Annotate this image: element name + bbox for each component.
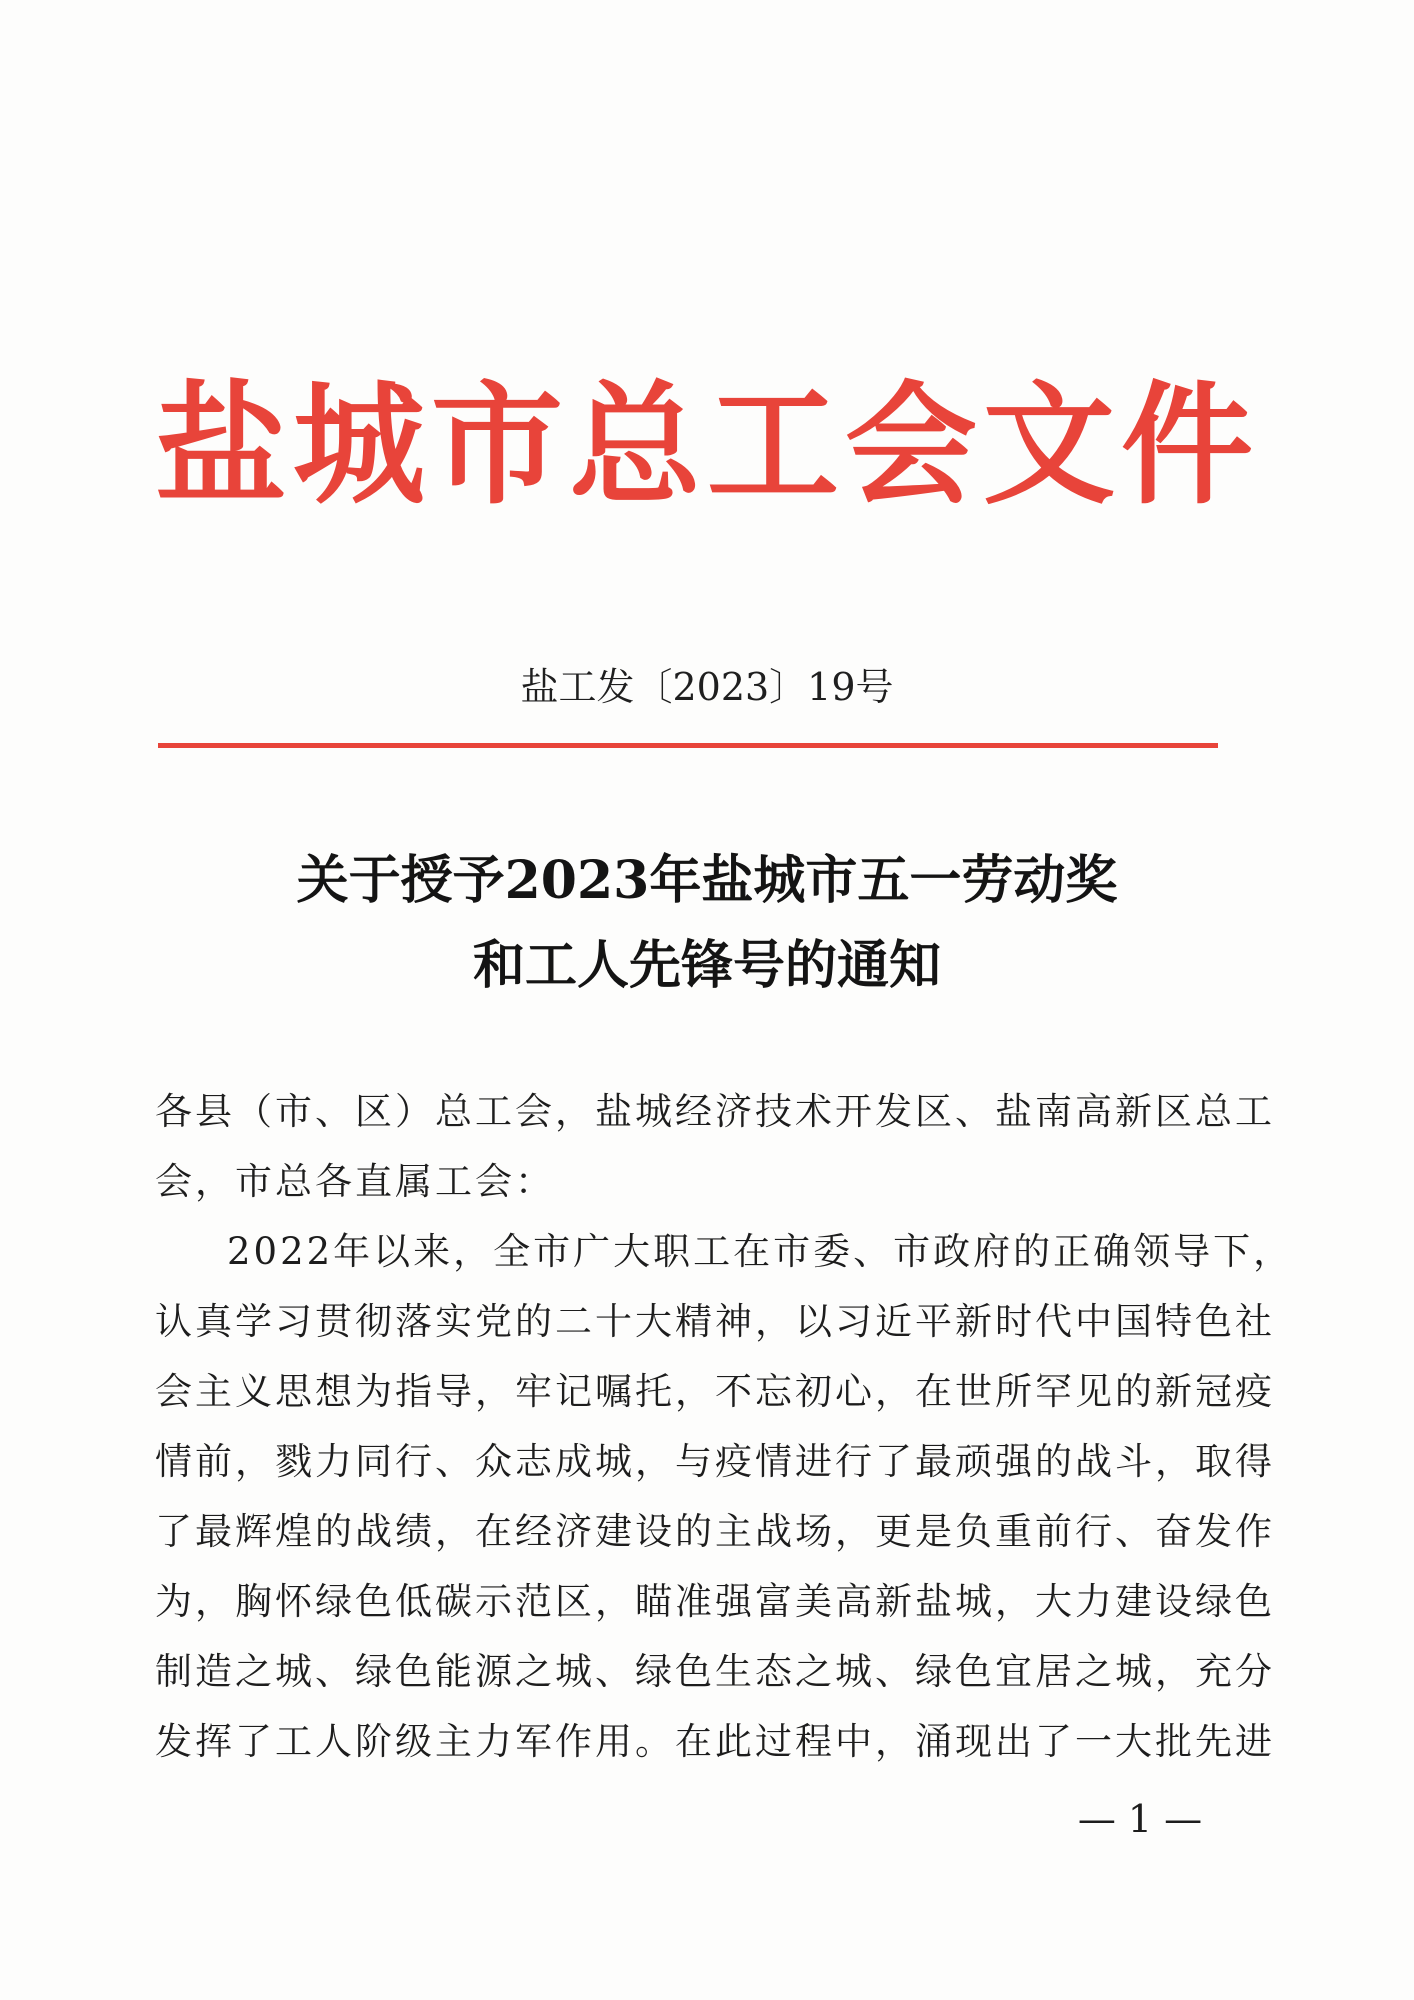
body-line: 为，胸怀绿色低碳示范区，瞄准强富美高新盐城，大力建设绿色 (155, 1580, 1275, 1623)
body-line: 各县（市、区）总工会，盐城经济技术开发区、盐南高新区总工 (155, 1090, 1275, 1133)
body-line: 了最辉煌的战绩，在经济建设的主战场，更是负重前行、奋发作 (155, 1510, 1275, 1553)
notice-title-line-1: 关于授予2023年盐城市五一劳动奖 (296, 850, 1118, 911)
body-line: 会主义思想为指导，牢记嘱托，不忘初心，在世所罕见的新冠疫 (155, 1370, 1275, 1413)
red-divider-line (158, 743, 1218, 748)
body-line: 认真学习贯彻落实党的二十大精神，以习近平新时代中国特色社 (155, 1300, 1275, 1343)
document-number: 盐工发〔2023〕19号 (520, 665, 894, 709)
notice-title-line-2: 和工人先锋号的通知 (472, 935, 941, 996)
body-line: 发挥了工人阶级主力军作用。在此过程中，涌现出了一大批先进 (155, 1720, 1275, 1763)
body-line: 2022年以来，全市广大职工在市委、市政府的正确领导下， (227, 1230, 1294, 1273)
body-line: 会，市总各直属工会： (155, 1160, 555, 1203)
body-line: 情前，戮力同行、众志成城，与疫情进行了最顽强的战斗，取得 (155, 1440, 1275, 1483)
page-number: — 1 — (1077, 1797, 1203, 1841)
body-line: 制造之城、绿色能源之城、绿色生态之城、绿色宜居之城，充分 (155, 1650, 1275, 1693)
issuer-title: 盐城市总工会文件 (155, 368, 1259, 523)
